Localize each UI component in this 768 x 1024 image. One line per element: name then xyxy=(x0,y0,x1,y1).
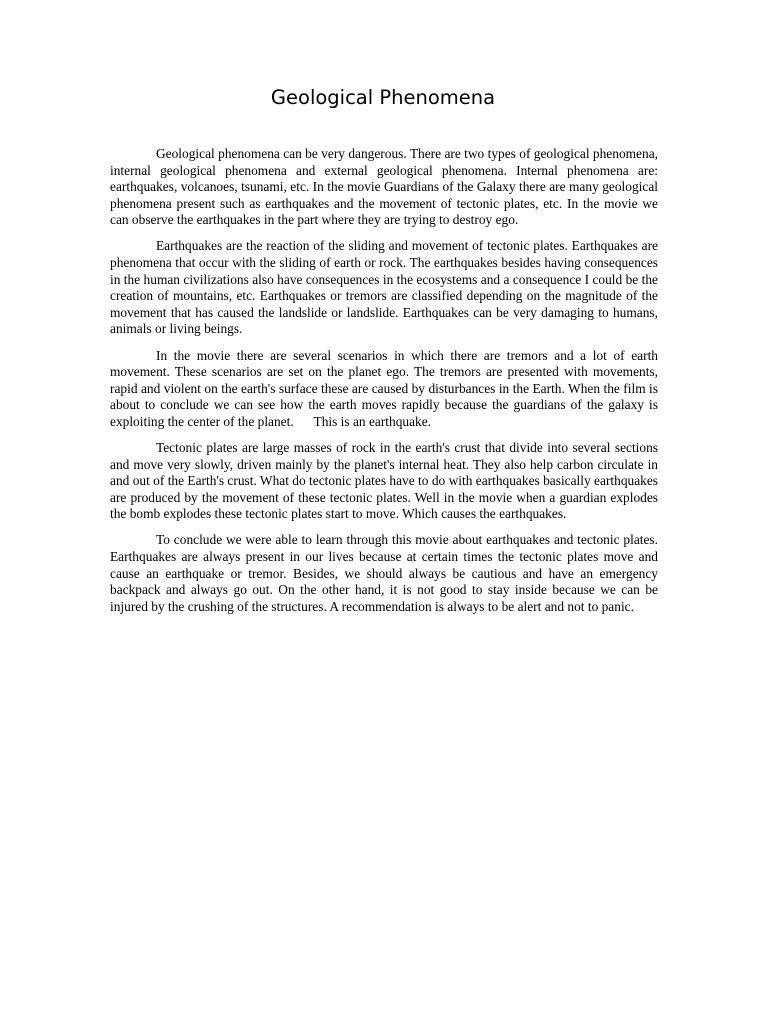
paragraph-5: To conclude we were able to learn through this movie about earthquakes and tectonic plates. Earthquakes are always present in our lives because at certain times the tectonic plates move and cause an earthquake or tremor. Besides, we should always be cautious and have an emergency backpack and always go out. On the other hand, it is not good to stay inside because we can be injured by the crushing of the structures. A recommendation is always to be alert and not to panic. xyxy=(110,532,662,614)
paragraph-1: Geological phenomena can be very dangerous. There are two types of geological phenomena, internal geological phenomena and external geological phenomena. Internal phenomena are: earthquakes, volcanoes, tsunami, etc. In the movie Guardians of the Galaxy there are many geological phenomena present such as earthquakes and the movement of tectonic plates, etc. In the movie we can observe the earthquakes in the part where they are trying to destroy ego. xyxy=(110,146,662,228)
paragraph-4: Tectonic plates are large masses of rock in the earth's crust that divide into several sections and move very slowly, driven mainly by the planet's internal heat. They also help carbon circulate in and out of the Earth's crust. What do tectonic plates have to do with earthquakes basically earthquakes are produced by the movement of these tectonic plates. Well in the movie when a guardian explodes the bomb explodes these tectonic plates start to move. Which causes the earthquakes. xyxy=(110,440,662,522)
paragraph-3: In the movie there are several scenarios in which there are tremors and a lot of earth movement. These scenarios are set on the planet ego. The tremors are presented with movements, rapid and violent on the earth's surface these are caused by disturbances in the Earth. When the film is about to conclude we can see how the earth moves rapidly because the guardians of the galaxy is exploiting the center of the planet. This is an earthquake. xyxy=(110,347,662,429)
paragraph-2: Earthquakes are the reaction of the sliding and movement of tectonic plates. Earthquakes are phenomena that occur with the sliding of earth or rock. The earthquakes besides having consequences in the human civilizations also have consequences in the ecosystems and a consequence I could be the creation of mountains, etc. Earthquakes or tremors are classified depending on the magnitude of the movement that has caused the landslide or landslide. Earthquakes can be very damaging to humans, animals or living beings. xyxy=(110,238,662,337)
document-title: Geological Phenomena xyxy=(270,86,496,109)
document-body xyxy=(110,146,662,625)
